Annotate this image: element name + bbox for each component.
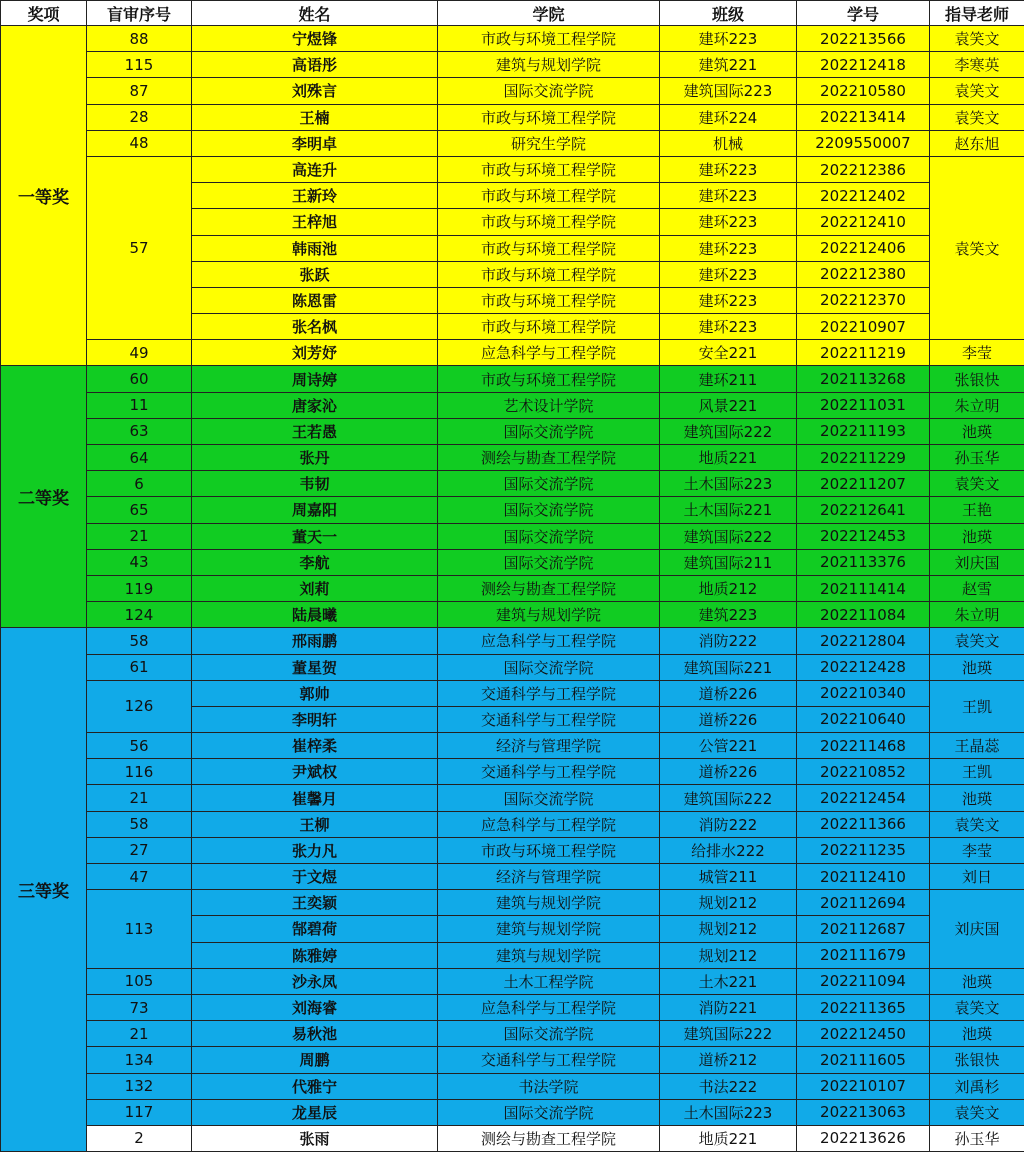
header-row <box>1 1 1024 26</box>
header-name: 姓名 <box>192 1 438 26</box>
class-cell: 建筑国际222 <box>660 785 797 811</box>
student-id-cell: 202212454 <box>797 785 930 811</box>
table-row <box>1 392 1024 418</box>
table-row <box>1 994 1024 1020</box>
seq-cell: 61 <box>87 654 192 680</box>
teacher-cell: 王凯 <box>930 759 1024 785</box>
teacher-cell: 王艳 <box>930 497 1024 523</box>
seq-cell: 117 <box>87 1099 192 1125</box>
student-id-cell: 202212641 <box>797 497 930 523</box>
class-cell: 建环224 <box>660 104 797 130</box>
student-id-cell: 202111605 <box>797 1047 930 1073</box>
student-id-cell: 202113376 <box>797 549 930 575</box>
college-cell: 交通科学与工程学院 <box>438 706 660 732</box>
student-id-cell: 202111679 <box>797 942 930 968</box>
name-cell: 李明轩 <box>192 706 438 732</box>
teacher-cell: 袁笑文 <box>930 26 1024 52</box>
header-seq: 盲审序号 <box>87 1 192 26</box>
class-cell: 城管211 <box>660 864 797 890</box>
class-cell: 安全221 <box>660 340 797 366</box>
seq-cell: 21 <box>87 1021 192 1047</box>
seq-cell: 11 <box>87 392 192 418</box>
teacher-cell: 袁笑文 <box>930 994 1024 1020</box>
name-cell: 刘殊言 <box>192 78 438 104</box>
teacher-cell: 孙玉华 <box>930 1125 1024 1151</box>
table-row <box>1 1073 1024 1099</box>
header-class: 班级 <box>660 1 797 26</box>
teacher-cell: 袁笑文 <box>930 78 1024 104</box>
name-cell: 代雅宁 <box>192 1073 438 1099</box>
class-cell: 规划212 <box>660 890 797 916</box>
name-cell: 陈雅婷 <box>192 942 438 968</box>
class-cell: 土木221 <box>660 968 797 994</box>
name-cell: 崔馨月 <box>192 785 438 811</box>
college-cell: 艺术设计学院 <box>438 392 660 418</box>
college-cell: 市政与环境工程学院 <box>438 261 660 287</box>
class-cell: 建环223 <box>660 209 797 235</box>
table-row <box>1 1021 1024 1047</box>
teacher-cell: 王凯 <box>930 680 1024 732</box>
seq-cell: 60 <box>87 366 192 392</box>
teacher-cell: 李寒英 <box>930 52 1024 78</box>
table-row <box>1 837 1024 863</box>
student-id-cell: 202211084 <box>797 602 930 628</box>
college-cell: 国际交流学院 <box>438 549 660 575</box>
name-cell: 邢雨鹏 <box>192 628 438 654</box>
seq-cell: 57 <box>87 156 192 339</box>
seq-cell: 2 <box>87 1125 192 1151</box>
name-cell: 于文煜 <box>192 864 438 890</box>
college-cell: 测绘与勘查工程学院 <box>438 1125 660 1151</box>
name-cell: 尹斌权 <box>192 759 438 785</box>
student-id-cell: 202212386 <box>797 156 930 182</box>
name-cell: 张名枫 <box>192 314 438 340</box>
name-cell: 张跃 <box>192 261 438 287</box>
class-cell: 建环223 <box>660 314 797 340</box>
seq-cell: 48 <box>87 130 192 156</box>
college-cell: 经济与管理学院 <box>438 864 660 890</box>
student-id-cell: 202211193 <box>797 418 930 444</box>
student-id-cell: 202211207 <box>797 471 930 497</box>
class-cell: 建环223 <box>660 26 797 52</box>
student-id-cell: 202113268 <box>797 366 930 392</box>
seq-cell: 21 <box>87 785 192 811</box>
table-row <box>1 156 1024 182</box>
seq-cell: 87 <box>87 78 192 104</box>
teacher-cell: 池瑛 <box>930 654 1024 680</box>
class-cell: 消防222 <box>660 628 797 654</box>
name-cell: 李航 <box>192 549 438 575</box>
class-cell: 机械 <box>660 130 797 156</box>
teacher-cell: 刘禹杉 <box>930 1073 1024 1099</box>
student-id-cell: 202112694 <box>797 890 930 916</box>
seq-cell: 56 <box>87 733 192 759</box>
class-cell: 建筑国际222 <box>660 418 797 444</box>
class-cell: 规划212 <box>660 942 797 968</box>
table-row <box>1 340 1024 366</box>
student-id-cell: 202212406 <box>797 235 930 261</box>
class-cell: 规划212 <box>660 916 797 942</box>
table-row <box>1 366 1024 392</box>
student-id-cell: 202210907 <box>797 314 930 340</box>
class-cell: 建环223 <box>660 183 797 209</box>
name-cell: 陈恩雷 <box>192 287 438 313</box>
seq-cell: 27 <box>87 837 192 863</box>
college-cell: 市政与环境工程学院 <box>438 287 660 313</box>
student-id-cell: 202213626 <box>797 1125 930 1151</box>
college-cell: 市政与环境工程学院 <box>438 104 660 130</box>
student-id-cell: 202211219 <box>797 340 930 366</box>
class-cell: 道桥226 <box>660 706 797 732</box>
name-cell: 陆晨曦 <box>192 602 438 628</box>
class-cell: 土木国际223 <box>660 1099 797 1125</box>
student-id-cell: 202212428 <box>797 654 930 680</box>
class-cell: 建环223 <box>660 235 797 261</box>
teacher-cell: 袁笑文 <box>930 1099 1024 1125</box>
seq-cell: 126 <box>87 680 192 732</box>
class-cell: 建筑221 <box>660 52 797 78</box>
college-cell: 市政与环境工程学院 <box>438 314 660 340</box>
class-cell: 道桥212 <box>660 1047 797 1073</box>
name-cell: 刘莉 <box>192 575 438 601</box>
class-cell: 建筑国际223 <box>660 78 797 104</box>
table-row <box>1 628 1024 654</box>
class-cell: 地质221 <box>660 445 797 471</box>
name-cell: 龙星辰 <box>192 1099 438 1125</box>
seq-cell: 113 <box>87 890 192 969</box>
seq-cell: 132 <box>87 1073 192 1099</box>
name-cell: 张雨 <box>192 1125 438 1151</box>
college-cell: 国际交流学院 <box>438 418 660 444</box>
student-id-cell: 202112410 <box>797 864 930 890</box>
college-cell: 国际交流学院 <box>438 497 660 523</box>
college-cell: 市政与环境工程学院 <box>438 26 660 52</box>
student-id-cell: 202211468 <box>797 733 930 759</box>
college-cell: 国际交流学院 <box>438 78 660 104</box>
college-cell: 建筑与规划学院 <box>438 52 660 78</box>
seq-cell: 73 <box>87 994 192 1020</box>
class-cell: 公管221 <box>660 733 797 759</box>
student-id-cell: 202211365 <box>797 994 930 1020</box>
class-cell: 道桥226 <box>660 680 797 706</box>
college-cell: 国际交流学院 <box>438 471 660 497</box>
student-id-cell: 202112687 <box>797 916 930 942</box>
table-row <box>1 471 1024 497</box>
class-cell: 建筑国际221 <box>660 654 797 680</box>
name-cell: 董星贺 <box>192 654 438 680</box>
college-cell: 交通科学与工程学院 <box>438 680 660 706</box>
class-cell: 地质212 <box>660 575 797 601</box>
name-cell: 高语彤 <box>192 52 438 78</box>
college-cell: 应急科学与工程学院 <box>438 628 660 654</box>
name-cell: 崔梓柔 <box>192 733 438 759</box>
name-cell: 张丹 <box>192 445 438 471</box>
table-row <box>1 575 1024 601</box>
teacher-cell: 池瑛 <box>930 968 1024 994</box>
class-cell: 地质221 <box>660 1125 797 1151</box>
student-id-cell: 202211366 <box>797 811 930 837</box>
student-id-cell: 202111414 <box>797 575 930 601</box>
name-cell: 郜碧荷 <box>192 916 438 942</box>
class-cell: 建筑国际211 <box>660 549 797 575</box>
class-cell: 建筑国际222 <box>660 1021 797 1047</box>
seq-cell: 64 <box>87 445 192 471</box>
name-cell: 周诗婷 <box>192 366 438 392</box>
award-third: 三等奖 <box>1 628 87 1152</box>
class-cell: 建环223 <box>660 156 797 182</box>
teacher-cell: 朱立明 <box>930 392 1024 418</box>
teacher-cell: 池瑛 <box>930 1021 1024 1047</box>
name-cell: 刘海睿 <box>192 994 438 1020</box>
teacher-cell: 刘日 <box>930 864 1024 890</box>
teacher-cell: 袁笑文 <box>930 156 1024 339</box>
college-cell: 测绘与勘查工程学院 <box>438 575 660 601</box>
teacher-cell: 池瑛 <box>930 785 1024 811</box>
student-id-cell: 202211235 <box>797 837 930 863</box>
student-id-cell: 202212410 <box>797 209 930 235</box>
name-cell: 沙永凤 <box>192 968 438 994</box>
table-row <box>1 78 1024 104</box>
teacher-cell: 袁笑文 <box>930 471 1024 497</box>
name-cell: 高连升 <box>192 156 438 182</box>
student-id-cell: 202213063 <box>797 1099 930 1125</box>
class-cell: 土木国际223 <box>660 471 797 497</box>
seq-cell: 63 <box>87 418 192 444</box>
class-cell: 书法222 <box>660 1073 797 1099</box>
student-id-cell: 202210107 <box>797 1073 930 1099</box>
student-id-cell: 202210580 <box>797 78 930 104</box>
class-cell: 道桥226 <box>660 759 797 785</box>
name-cell: 唐家沁 <box>192 392 438 418</box>
header-student-id: 学号 <box>797 1 930 26</box>
college-cell: 应急科学与工程学院 <box>438 994 660 1020</box>
name-cell: 张力凡 <box>192 837 438 863</box>
student-id-cell: 202212418 <box>797 52 930 78</box>
college-cell: 研究生学院 <box>438 130 660 156</box>
student-id-cell: 202211094 <box>797 968 930 994</box>
college-cell: 市政与环境工程学院 <box>438 366 660 392</box>
seq-cell: 116 <box>87 759 192 785</box>
seq-cell: 6 <box>87 471 192 497</box>
college-cell: 市政与环境工程学院 <box>438 235 660 261</box>
student-id-cell: 2209550007 <box>797 130 930 156</box>
table-row <box>1 785 1024 811</box>
name-cell: 王楠 <box>192 104 438 130</box>
college-cell: 建筑与规划学院 <box>438 602 660 628</box>
teacher-cell: 张银快 <box>930 366 1024 392</box>
name-cell: 王若愚 <box>192 418 438 444</box>
college-cell: 建筑与规划学院 <box>438 942 660 968</box>
table-row <box>1 130 1024 156</box>
college-cell: 应急科学与工程学院 <box>438 811 660 837</box>
award-second: 二等奖 <box>1 366 87 628</box>
name-cell: 郭帅 <box>192 680 438 706</box>
table-row <box>1 1125 1024 1151</box>
name-cell: 韩雨池 <box>192 235 438 261</box>
name-cell: 刘芳妤 <box>192 340 438 366</box>
class-cell: 建环211 <box>660 366 797 392</box>
college-cell: 市政与环境工程学院 <box>438 209 660 235</box>
college-cell: 国际交流学院 <box>438 1021 660 1047</box>
name-cell: 李明卓 <box>192 130 438 156</box>
table-row <box>1 52 1024 78</box>
college-cell: 市政与环境工程学院 <box>438 156 660 182</box>
name-cell: 王柳 <box>192 811 438 837</box>
seq-cell: 49 <box>87 340 192 366</box>
seq-cell: 119 <box>87 575 192 601</box>
teacher-cell: 王晶蕊 <box>930 733 1024 759</box>
class-cell: 消防222 <box>660 811 797 837</box>
student-id-cell: 202210640 <box>797 706 930 732</box>
college-cell: 国际交流学院 <box>438 654 660 680</box>
name-cell: 王新玲 <box>192 183 438 209</box>
student-id-cell: 202212804 <box>797 628 930 654</box>
teacher-cell: 赵雪 <box>930 575 1024 601</box>
class-cell: 消防221 <box>660 994 797 1020</box>
student-id-cell: 202211031 <box>797 392 930 418</box>
header-teacher: 指导老师 <box>930 1 1024 26</box>
class-cell: 建环223 <box>660 287 797 313</box>
student-id-cell: 202212380 <box>797 261 930 287</box>
college-cell: 交通科学与工程学院 <box>438 1047 660 1073</box>
class-cell: 建筑223 <box>660 602 797 628</box>
table-row <box>1 104 1024 130</box>
table-row <box>1 864 1024 890</box>
teacher-cell: 张银快 <box>930 1047 1024 1073</box>
teacher-cell: 李莹 <box>930 340 1024 366</box>
college-cell: 测绘与勘查工程学院 <box>438 445 660 471</box>
teacher-cell: 袁笑文 <box>930 628 1024 654</box>
table-row <box>1 26 1024 52</box>
college-cell: 市政与环境工程学院 <box>438 183 660 209</box>
student-id-cell: 202213566 <box>797 26 930 52</box>
teacher-cell: 袁笑文 <box>930 104 1024 130</box>
table-row <box>1 1099 1024 1125</box>
seq-cell: 47 <box>87 864 192 890</box>
college-cell: 国际交流学院 <box>438 1099 660 1125</box>
college-cell: 国际交流学院 <box>438 523 660 549</box>
name-cell: 周鹏 <box>192 1047 438 1073</box>
class-cell: 风景221 <box>660 392 797 418</box>
student-id-cell: 202212453 <box>797 523 930 549</box>
name-cell: 易秋池 <box>192 1021 438 1047</box>
name-cell: 韦韧 <box>192 471 438 497</box>
table-row <box>1 523 1024 549</box>
seq-cell: 43 <box>87 549 192 575</box>
teacher-cell: 刘庆国 <box>930 549 1024 575</box>
teacher-cell: 刘庆国 <box>930 890 1024 969</box>
student-id-cell: 202211229 <box>797 445 930 471</box>
table-row <box>1 418 1024 444</box>
name-cell: 宁煜锋 <box>192 26 438 52</box>
seq-cell: 58 <box>87 811 192 837</box>
name-cell: 董天一 <box>192 523 438 549</box>
table-row <box>1 968 1024 994</box>
college-cell: 建筑与规划学院 <box>438 890 660 916</box>
student-id-cell: 202212402 <box>797 183 930 209</box>
teacher-cell: 赵东旭 <box>930 130 1024 156</box>
class-cell: 给排水222 <box>660 837 797 863</box>
teacher-cell: 袁笑文 <box>930 811 1024 837</box>
name-cell: 周嘉阳 <box>192 497 438 523</box>
teacher-cell: 池瑛 <box>930 418 1024 444</box>
table-row <box>1 654 1024 680</box>
class-cell: 建筑国际222 <box>660 523 797 549</box>
college-cell: 土木工程学院 <box>438 968 660 994</box>
student-id-cell: 202210852 <box>797 759 930 785</box>
student-id-cell: 202212370 <box>797 287 930 313</box>
table-row <box>1 890 1024 916</box>
table-row <box>1 1047 1024 1073</box>
college-cell: 经济与管理学院 <box>438 733 660 759</box>
college-cell: 建筑与规划学院 <box>438 916 660 942</box>
table-row <box>1 733 1024 759</box>
class-cell: 土木国际221 <box>660 497 797 523</box>
teacher-cell: 朱立明 <box>930 602 1024 628</box>
seq-cell: 28 <box>87 104 192 130</box>
header-award: 奖项 <box>1 1 87 26</box>
seq-cell: 58 <box>87 628 192 654</box>
seq-cell: 105 <box>87 968 192 994</box>
table-row <box>1 602 1024 628</box>
table-row <box>1 680 1024 706</box>
table-row <box>1 759 1024 785</box>
teacher-cell: 孙玉华 <box>930 445 1024 471</box>
seq-cell: 124 <box>87 602 192 628</box>
seq-cell: 65 <box>87 497 192 523</box>
seq-cell: 88 <box>87 26 192 52</box>
table-row <box>1 549 1024 575</box>
table-row <box>1 497 1024 523</box>
college-cell: 交通科学与工程学院 <box>438 759 660 785</box>
table-row <box>1 445 1024 471</box>
student-id-cell: 202212450 <box>797 1021 930 1047</box>
seq-cell: 115 <box>87 52 192 78</box>
college-cell: 国际交流学院 <box>438 785 660 811</box>
name-cell: 王梓旭 <box>192 209 438 235</box>
class-cell: 建环223 <box>660 261 797 287</box>
name-cell: 王奕颖 <box>192 890 438 916</box>
college-cell: 市政与环境工程学院 <box>438 837 660 863</box>
college-cell: 书法学院 <box>438 1073 660 1099</box>
teacher-cell: 李莹 <box>930 837 1024 863</box>
teacher-cell: 池瑛 <box>930 523 1024 549</box>
student-id-cell: 202213414 <box>797 104 930 130</box>
table-row <box>1 811 1024 837</box>
header-college: 学院 <box>438 1 660 26</box>
student-id-cell: 202210340 <box>797 680 930 706</box>
award-first: 一等奖 <box>1 26 87 366</box>
college-cell: 应急科学与工程学院 <box>438 340 660 366</box>
seq-cell: 134 <box>87 1047 192 1073</box>
seq-cell: 21 <box>87 523 192 549</box>
